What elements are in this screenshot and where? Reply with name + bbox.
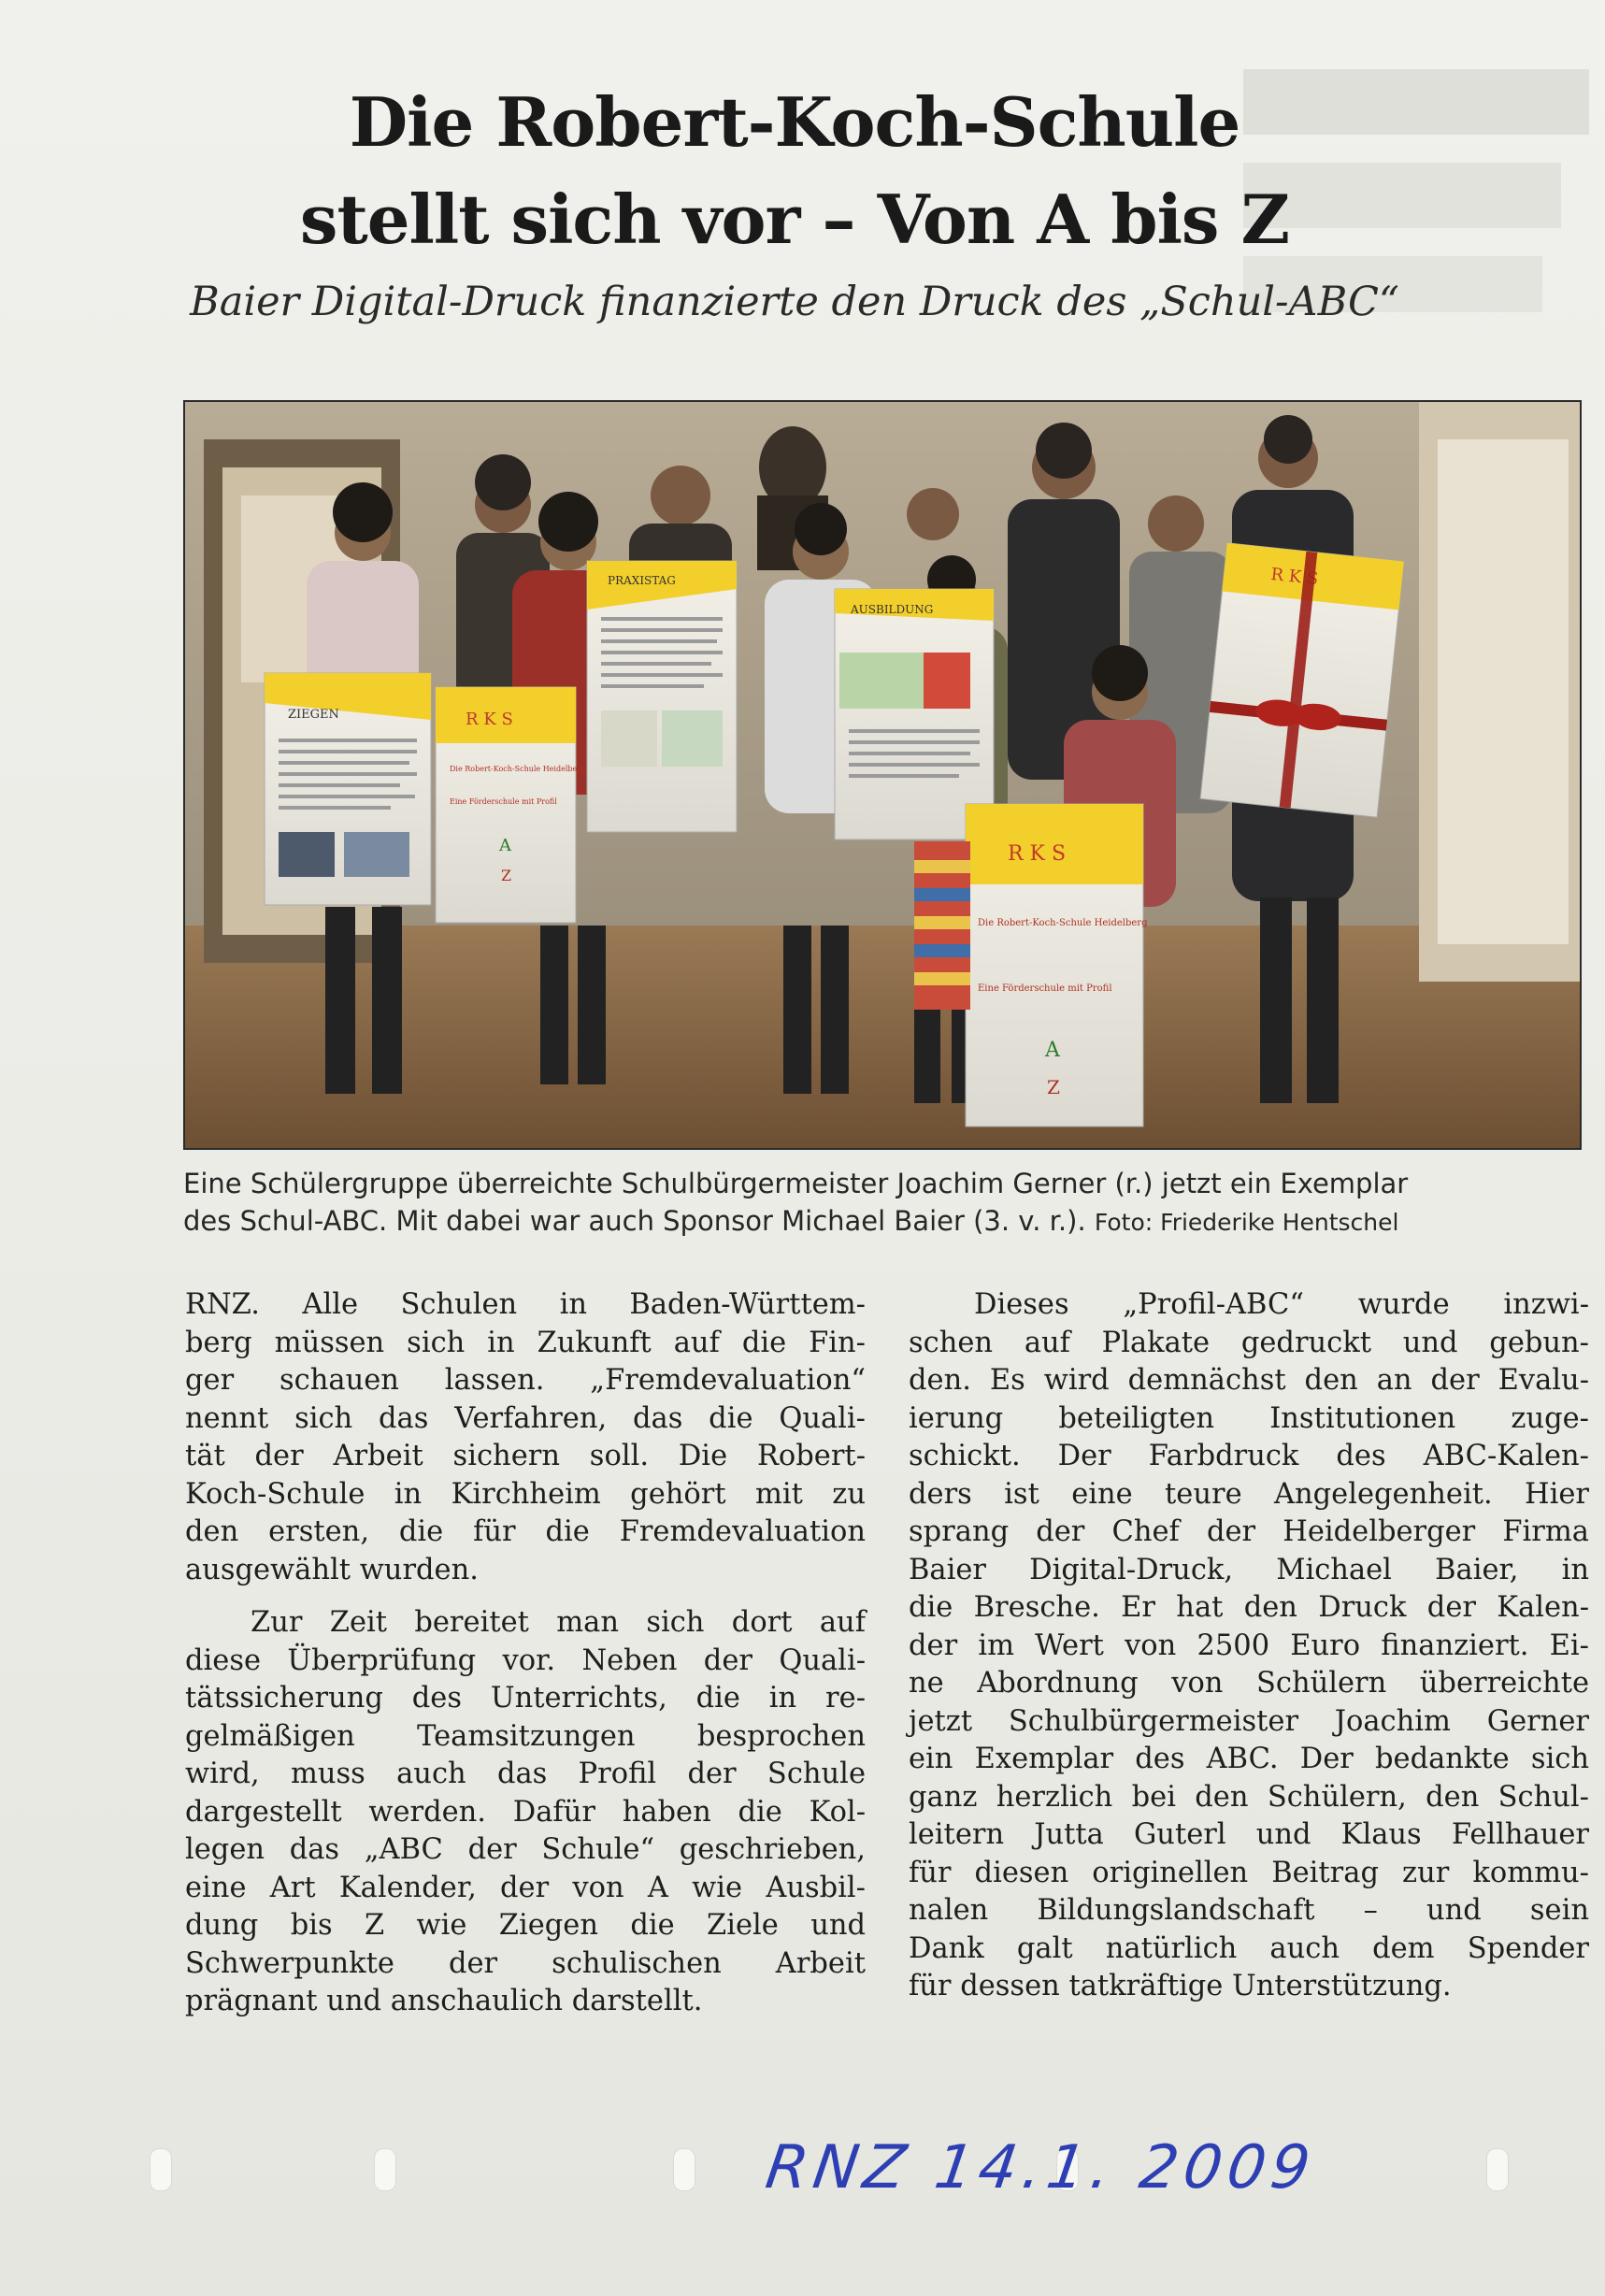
text-line: Koch-Schule in Kirchheim gehört mit zu xyxy=(185,1477,866,1511)
text-line: eine Art Kalender, der von A wie Ausbil- xyxy=(185,1871,866,1904)
headline-line-2: stellt sich vor – Von A bis Z xyxy=(299,179,1290,259)
poster-rks-1-profile: Eine Förderschule mit Profil xyxy=(450,797,557,806)
text-line: dargestellt werden. Dafür haben die Kol- xyxy=(185,1795,866,1829)
poster-rks-2-z: Z xyxy=(1047,1076,1060,1098)
handwritten-date-note: RNZ 14.1. 2009 xyxy=(761,2133,1320,2203)
subheadline: Baier Digital-Druck finanzierte den Druck des „Schul-ABC“ xyxy=(190,279,1399,325)
poster-rks-gift-title: R K S xyxy=(1269,564,1320,590)
text-line: nennt sich das Verfahren, das die Quali- xyxy=(185,1401,866,1435)
article-column-left xyxy=(185,1286,866,2021)
text-line: ierung beteiligten Institutionen zuge- xyxy=(909,1401,1589,1435)
poster-rks-2-a: A xyxy=(1045,1039,1060,1062)
text-line: tät der Arbeit sichern soll. Die Robert- xyxy=(185,1440,866,1472)
text-line: Zur Zeit bereitet man sich dort auf xyxy=(251,1606,866,1639)
poster-rks-2-title: R K S xyxy=(1008,842,1067,866)
punch-mark xyxy=(374,2148,396,2191)
caption-line-2-text: des Schul-ABC. Mit dabei war auch Sponsor Michael Baier (3. v. r.). xyxy=(183,1205,1086,1237)
poster-ziegen-title: ZIEGEN xyxy=(288,708,339,722)
text-line: diese Überprüfung vor. Neben der Quali- xyxy=(185,1643,866,1677)
text-line: jetzt Schulbürgermeister Joachim Gerner xyxy=(909,1704,1589,1738)
text-line: berg müssen sich in Zukunft auf die Fin- xyxy=(185,1326,866,1359)
text-line: gelmäßigen Teamsitzungen besprochen xyxy=(185,1719,866,1753)
text-line: schickt. Der Farbdruck des ABC-Kalen- xyxy=(909,1440,1589,1472)
paragraph-gap xyxy=(185,1589,866,1604)
poster-rks-1 xyxy=(436,687,585,923)
poster-rks-1-title: R K S xyxy=(466,710,513,729)
text-line: ganz herzlich bei den Schülern, den Schul- xyxy=(909,1780,1589,1814)
poster-ziegen xyxy=(265,673,431,905)
poster-rks-2-profile: Eine Förderschule mit Profil xyxy=(978,983,1112,994)
text-line: sprang der Chef der Heidelberger Firma xyxy=(909,1515,1589,1548)
punch-mark xyxy=(150,2148,172,2191)
text-line: den ersten, die für die Fremdevaluation xyxy=(185,1515,866,1548)
photo-caption xyxy=(183,1165,1582,1241)
text-line: RNZ. Alle Schulen in Baden-Württem- xyxy=(185,1288,866,1321)
text-line: der im Wert von 2500 Euro finanziert. Ei- xyxy=(909,1629,1589,1662)
article-column-right xyxy=(909,1286,1589,2006)
poster-praxistag xyxy=(587,561,737,832)
text-line: ders ist eine teure Angelegenheit. Hier xyxy=(909,1477,1589,1511)
text-line: den. Es wird demnächst den an der Evalu- xyxy=(909,1364,1589,1397)
photo-credit: Foto: Friederike Hentschel xyxy=(1094,1209,1399,1236)
text-line: schen auf Plakate gedruckt und gebun- xyxy=(909,1326,1589,1359)
striped-sweater xyxy=(914,841,970,1010)
caption-line-2 xyxy=(183,1202,1582,1241)
poster-ausbildung-title: AUSBILDUNG xyxy=(851,603,934,616)
text-line: Schwerpunkte der schulischen Arbeit xyxy=(185,1946,866,1980)
text-line: die Bresche. Er hat den Druck der Kalen- xyxy=(909,1591,1589,1624)
poster-ausbildung xyxy=(835,589,994,839)
text-line: für diesen originellen Beitrag zur kommu- xyxy=(909,1856,1589,1889)
text-line: ein Exemplar des ABC. Der bedankte sich xyxy=(909,1743,1589,1775)
poster-rks-gift xyxy=(1200,543,1404,817)
text-line: leitern Jutta Guterl und Klaus Fellhauer xyxy=(909,1818,1589,1851)
poster-rks-1-z: Z xyxy=(501,867,512,884)
text-line: Baier Digital-Druck, Michael Baier, in xyxy=(909,1553,1589,1586)
text-line: für dessen tatkräftige Unterstützung. xyxy=(909,1970,1452,2002)
text-line: legen das „ABC der Schule“ geschrieben, xyxy=(185,1833,866,1866)
text-line: tätssicherung des Unterrichts, die in re- xyxy=(185,1682,866,1715)
text-line: prägnant und anschaulich darstellt. xyxy=(185,1985,703,2017)
text-line: nalen Bildungslandschaft – und sein xyxy=(909,1894,1589,1927)
poster-rks-2 xyxy=(966,804,1148,1126)
punch-mark xyxy=(1486,2148,1509,2191)
punch-mark xyxy=(673,2148,695,2191)
text-line: Dieses „Profil-ABC“ wurde inzwi- xyxy=(974,1288,1589,1321)
group-photo xyxy=(183,400,1582,1150)
text-line: wird, muss auch das Profil der Schule xyxy=(185,1758,866,1790)
text-line: ausgewählt wurden. xyxy=(185,1553,479,1586)
caption-line-1: Eine Schülergruppe überreichte Schulbürgermeister Joachim Gerner (r.) jetzt ein Exemplar xyxy=(183,1168,1409,1199)
text-line: ne Abordnung von Schülern überreichte xyxy=(909,1667,1589,1700)
poster-rks-2-school: Die Robert-Koch-Schule Heidelberg xyxy=(978,918,1148,928)
headline-line-1: Die Robert-Koch-Schule xyxy=(349,82,1240,162)
poster-rks-1-a: A xyxy=(499,836,511,855)
text-line: ger schauen lassen. „Fremdevaluation“ xyxy=(185,1364,866,1397)
text-line: dung bis Z wie Ziegen die Ziele und xyxy=(185,1909,866,1942)
poster-rks-1-school: Die Robert-Koch-Schule Heidelberg xyxy=(450,765,586,773)
text-line: Dank galt natürlich auch dem Spender xyxy=(909,1931,1589,1965)
poster-praxistag-title: PRAXISTAG xyxy=(608,574,676,587)
